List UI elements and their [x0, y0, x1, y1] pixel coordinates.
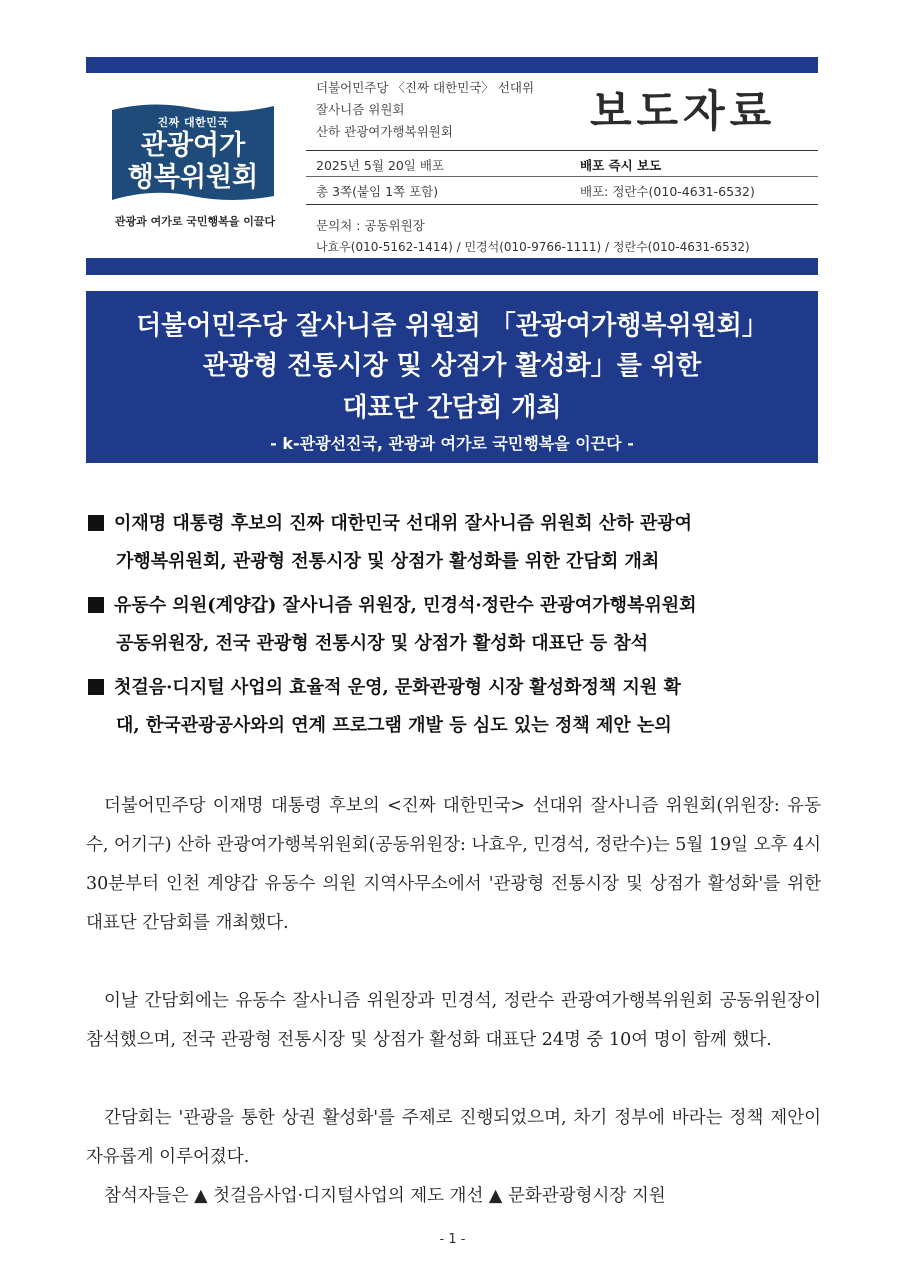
header-divider-2	[306, 176, 818, 177]
org-line3: 산하 관광여가행복위원회	[316, 124, 453, 139]
headline-line1: 더불어민주당 잘사니즘 위원회 「관광여가행복위원회」	[136, 311, 768, 341]
body-paragraph-1: 더불어민주당 이재명 대통령 후보의 <진짜 대한민국> 선대위 잘사니즘 위원회(위원장: 유동수, 어기구) 산하 관광여가행복위원회(공동위원장: 나효우, 민경석, 정란수)는 5월 19일 오후 4시 30분부터 인천 계양갑 유동수 의원 지역사무소에서 '관광형 전통시장 및 상점가 활성화'를 위한 대표단 간담회를 개최했다.	[86, 796, 821, 933]
logo-name-line2: 행복위원회	[127, 162, 259, 193]
square-bullet-icon	[88, 597, 104, 613]
bullet-2-line2: 공동위원장, 전국 관광형 전통시장 및 상점가 활성화 대표단 등 참석	[116, 633, 649, 654]
square-bullet-icon	[88, 679, 104, 695]
bullet-3-line1: 첫걸음·디지털 사업의 효율적 운영, 문화관광형 시장 활성화정책 지원 확	[114, 677, 681, 698]
bullet-1-line2: 가행복위원회, 관광형 전통시장 및 상점가 활성화를 위한 간담회 개최	[116, 551, 660, 572]
logo-name-line1: 관광여가	[140, 130, 246, 161]
square-bullet-icon	[88, 515, 104, 531]
header-bottom-bar	[86, 258, 818, 275]
org-line2: 잘사니즘 위원회	[316, 102, 405, 117]
body-paragraph-4: 참석자들은 ▲ 첫걸음사업·디지털사업의 제도 개선 ▲ 문화관광형시장 지원	[104, 1186, 666, 1206]
logo-tagline: 관광과 여가로 국민행복을 이끌다	[114, 215, 276, 228]
summary-bullet-3	[88, 669, 828, 745]
logo-top-text: 진짜 대한민국	[157, 116, 229, 129]
headline-subtitle: - k-관광선진국, 관광과 여가로 국민행복을 이끈다 -	[270, 434, 634, 453]
summary-bullet-1	[88, 505, 828, 581]
bullet-1-line1: 이재명 대통령 후보의 진짜 대한민국 선대위 잘사니즘 위원회 산하 관광여	[114, 513, 693, 534]
press-release-title: 보도자료	[590, 87, 777, 137]
header-divider-3	[306, 204, 818, 205]
release-timing: 배포 즉시 보도	[580, 158, 662, 173]
headline-box	[86, 291, 818, 463]
headline-line3: 대표단 간담회 개최	[342, 393, 562, 423]
org-line1: 더불어민주당 〈진짜 대한민국〉 선대위	[316, 80, 535, 95]
contact-numbers: 나효우(010-5162-1414) / 민경석(010-9766-1111) / 정란수(010-4631-6532)	[316, 240, 750, 254]
bullet-2-line1: 유동수 의원(계양갑) 잘사니즘 위원장, 민경석·정란수 관광여가행복위원회	[114, 595, 697, 616]
body-paragraph-3: 간담회는 '관광을 통한 상권 활성화'를 주제로 진행되었으며, 차기 정부에 바라는 정책 제안이 자유롭게 이루어졌다.	[86, 1108, 821, 1167]
body-paragraph-2: 이날 간담회에는 유동수 잘사니즘 위원장과 민경석, 정란수 관광여가행복위원회 공동위원장이 참석했으며, 전국 관광형 전통시장 및 상점가 활성화 대표단 24명 중 10여 명이 함께 했다.	[86, 991, 821, 1050]
header-top-bar	[86, 57, 818, 73]
committee-logo	[112, 104, 274, 202]
contact-label: 문의처 : 공동위원장	[316, 218, 425, 233]
page-count: 총 3쪽(붙임 1쪽 포함)	[316, 184, 439, 199]
bullet-3-line2: 대, 한국관광공사와의 연계 프로그램 개발 등 심도 있는 정책 제안 논의	[116, 715, 672, 736]
page-number: - 1 -	[439, 1232, 466, 1247]
headline-line2: 관광형 전통시장 및 상점가 활성화」를 위한	[202, 351, 702, 381]
summary-bullet-2	[88, 587, 828, 663]
distributor: 배포: 정란수(010-4631-6532)	[580, 184, 755, 199]
release-date: 2025년 5월 20일 배포	[316, 158, 444, 173]
header-divider-1	[306, 150, 818, 151]
